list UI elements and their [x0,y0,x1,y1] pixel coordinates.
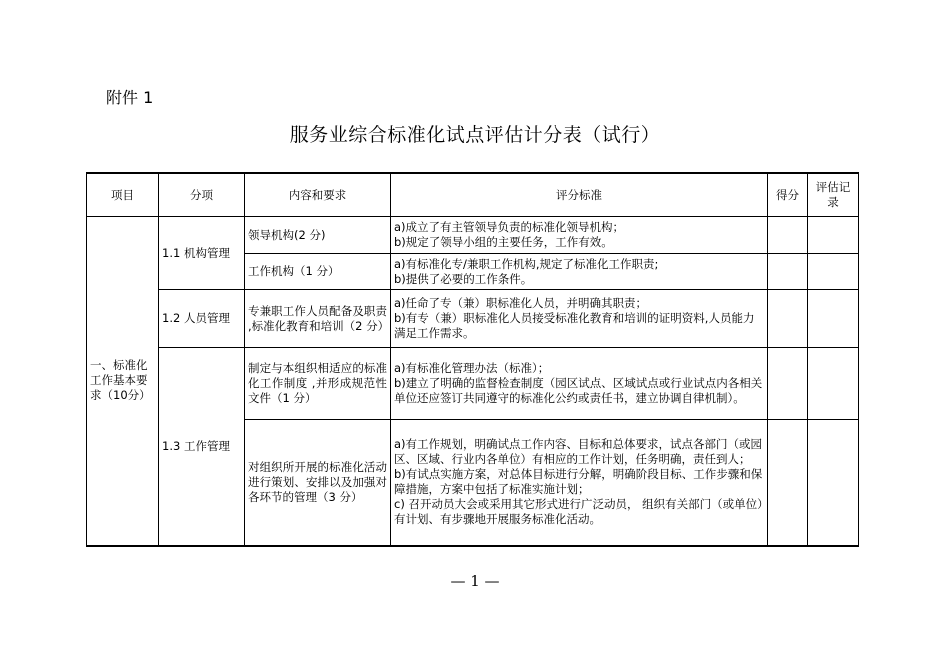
criteria-line: a)有工作规划，明确试点工作内容、目标和总体要求，试点各部门（或园区、区域、行业内各单位）有相应的工作计划，任务明确，责任到人； [394,437,763,467]
attachment-label: 附件 1 [106,88,154,107]
criteria-line: b)提供了必要的工作条件。 [394,271,533,286]
table-header-row [87,173,859,217]
requirement-cell: 制定与本组织相适应的标准化工作制度 ,并形成规范性文件（1 分） [245,348,391,420]
table-row [87,290,859,348]
record-cell[interactable] [808,254,859,290]
score-cell[interactable] [768,420,808,546]
criteria-line: a)任命了专（兼）职标准化人员，并明确其职责； [394,296,648,310]
requirement-cell: 工作机构（1 分） [245,254,391,290]
record-cell[interactable] [808,290,859,348]
document-title: 服务业综合标准化试点评估计分表（试行） [289,124,661,146]
criteria-cell [391,217,768,254]
score-cell[interactable] [768,290,808,348]
criteria-line: b)建立了明确的监督检查制度（园区试点、区域试点或行业试点内各相关单位还应签订共同遵守的标准化公约或责任书，建立协调自律机制）。 [394,376,763,405]
requirement-cell: 对组织所开展的标准化活动进行策划、安排以及加强对各环节的管理（3 分） [245,420,391,546]
record-cell[interactable] [808,420,859,546]
header-requirement: 内容和要求 [245,173,391,217]
sub-cell-2: 1.2 人员管理 [159,290,245,348]
header-criteria: 评分标准 [391,173,768,217]
criteria-cell [391,348,768,420]
table-row [87,348,859,420]
criteria-line: b)规定了领导小组的主要任务，工作有效。 [394,235,613,249]
sub-cell-1: 1.1 机构管理 [159,217,245,290]
record-cell[interactable] [808,217,859,254]
header-item: 项目 [87,173,159,217]
sub-cell-3: 1.3 工作管理 [159,348,245,546]
table-row [87,217,859,254]
scoring-table [86,172,859,547]
criteria-line: c) 召开动员大会或采用其它形式进行广泛动员， 组织有关部门（或单位）有计划、有步骤地开展服务标准化活动。 [394,497,763,527]
criteria-line: b)有专（兼）职标准化人员接受标准化教育和培训的证明资料,人员能力满足工作需求。 [394,311,755,340]
criteria-cell [391,254,768,290]
criteria-cell [391,420,768,546]
requirement-cell: 领导机构(2 分) [245,217,391,254]
criteria-cell [391,290,768,348]
criteria-line: a)有标准化专/兼职工作机构,规定了标准化工作职责; [394,256,659,271]
criteria-line: b)有试点实施方案，对总体目标进行分解，明确阶段目标、工作步骤和保障措施，方案中包括了标准实施计划； [394,467,763,497]
criteria-line: a)成立了有主管领导负责的标准化领导机构； [394,220,625,234]
score-cell[interactable] [768,254,808,290]
item-cell: 一、标准化工作基本要求（10分） [87,217,159,546]
header-score: 得分 [768,173,808,217]
requirement-cell: 专兼职工作人员配备及职责 ,标准化教育和培训（2 分） [245,290,391,348]
score-cell[interactable] [768,217,808,254]
criteria-line: a)有标准化管理办法（标准）； [394,361,550,375]
record-cell[interactable] [808,348,859,420]
header-sub: 分项 [159,173,245,217]
header-record: 评估记录 [808,173,859,217]
page-number: — 1 — [450,572,500,590]
score-cell[interactable] [768,348,808,420]
